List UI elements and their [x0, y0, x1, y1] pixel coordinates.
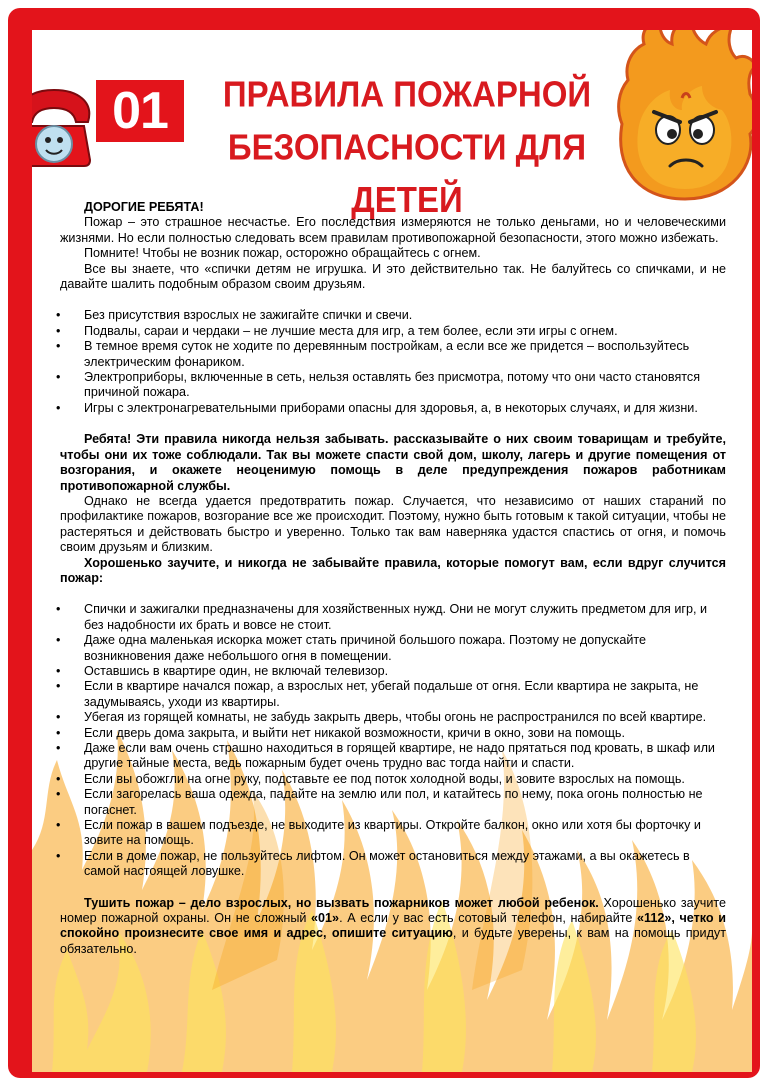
- poster-inner: [32, 30, 752, 1072]
- list-item: • Подвалы, сараи и чердаки – не лучшие места для игр, а тем более, если эти игры с огнем.: [56, 323, 618, 338]
- poster-frame: [8, 8, 760, 1078]
- remember-paragraph: Хорошенько заучите, и никогда не забывайте правила, которые помогут вам, если вдруг случится пожар:: [60, 555, 726, 585]
- list-item: • Даже если вам очень страшно находиться в горящей квартире, не надо прятаться под кровать, в шкаф или другие тайные места, ведь пожарным будет очень трудно вас тогда найти и спасти.: [56, 741, 715, 771]
- bullet: •: [56, 633, 61, 648]
- final-paragraph: Тушить пожар – дело взрослых, но вызвать пожарников может любой ребенок. Хорошенько заучите номер пожарной охраны. Он не сложный «01». А если у вас есть сотовый телефон, набирайте «112», четко и спокойно произнесите свое имя и адрес, опишите ситуацию, и будьте уверены, к вам на помощь придут обязательно.: [60, 895, 726, 956]
- bullet: •: [56, 710, 61, 725]
- bullet: •: [56, 602, 61, 617]
- telephone-mascot-icon: [32, 82, 98, 170]
- warning-paragraph: Ребята! Эти правила никогда нельзя забывать. рассказывайте о них своим товарищам и требуйте, чтобы они их тоже соблюдали. Так вы можете спасти свой дом, школу, лагерь и другие помещения от возгорания, и окажете неоценимую помощь в деле предупреждения пожаров работникам противопожарной службы.: [60, 432, 726, 493]
- bullet: •: [56, 818, 61, 833]
- bullet: •: [56, 679, 61, 694]
- title-line-1: ПРАВИЛА ПОЖАРНОЙ: [222, 73, 592, 115]
- list-item: • Если в доме пожар, не пользуйтесь лифтом. Он может остановиться между этажами, а вы окажетесь в самой настоящей ловушке.: [56, 848, 690, 879]
- bullet: •: [56, 725, 61, 740]
- list-item: • Если вы обожгли на огне руку, подставьте ее под поток холодной воды, и зовите взрослых на помощь.: [56, 771, 685, 786]
- final-lead: Тушить пожар – дело взрослых, но вызвать пожарников может любой ребенок.: [84, 895, 599, 910]
- bullet: •: [56, 771, 61, 786]
- intro-paragraph-3: Все вы знаете, что «спички детям не игрушка. И это действительно так. Не балуйтесь со спичками, и не давайте шалить подобным образом своим друзьям.: [60, 261, 726, 292]
- emergency-number-badge: 01: [96, 80, 184, 142]
- list-item: • Если дверь дома закрыта, и выйти нет никакой возможности, кричи в окно, зови на помощь.: [56, 725, 625, 740]
- list-item: • Спички и зажигалки предназначены для хозяйственных нужд. Они не могут служить предметом для игр, и без надобности их брать и вовсе не стоит.: [56, 602, 708, 632]
- list-item: • Если пожар в вашем подъезде, не выходите из квартиры. Откройте балкон, окно или хотя бы форточку и зовите на помощь.: [56, 818, 701, 848]
- rules-list-1: [56, 308, 726, 416]
- rules-list-2: [56, 602, 726, 879]
- list-item: • В темное время суток не ходите по деревянным постройкам, а если все же придется – воспользуйтесь электрическим фонариком.: [56, 339, 690, 369]
- intro-paragraph-1: Пожар – это страшное несчастье. Его последствия измеряются не только деньгами, но и человеческими жизнями. Но если полностью следовать всем правилам противопожарной безопасности, этого можно избежать.: [60, 215, 726, 245]
- list-item: • Даже одна маленькая искорка может стать причиной большого пожара. Поэтому не допускайте возникновения даже небольшого огня в помещении.: [56, 633, 647, 663]
- list-item: • Электроприборы, включенные в сеть, нельзя оставлять без присмотра, потому что они часто становятся причиной пожара.: [56, 370, 701, 400]
- title-line-2: БЕЗОПАСНОСТИ ДЛЯ ДЕТЕЙ: [227, 126, 587, 220]
- list-item: • Без присутствия взрослых не зажигайте спички и свечи.: [56, 308, 413, 323]
- list-item: • Если в квартире начался пожар, а взрослых нет, убегай подальше от огня. Если квартира не закрыта, не задумываясь, уходи из квартиры.: [56, 679, 699, 709]
- bullet: •: [56, 370, 61, 385]
- bullet: •: [56, 308, 61, 323]
- angry-flame-mascot-icon: [610, 30, 752, 204]
- list-item: • Игры с электронагревательными приборами опасны для здоровья, а, в некоторых случаях, и для жизни.: [56, 400, 698, 415]
- intro-paragraph-2: Помните! Чтобы не возник пожар, осторожно обращайтесь с огнем.: [84, 246, 481, 261]
- fire-number: «01»: [311, 911, 340, 926]
- bullet: •: [56, 339, 61, 354]
- mobile-number: «112», четко и спокойно произнесите свое имя и адрес, опишите ситуацию: [60, 911, 726, 941]
- greeting: ДОРОГИЕ РЕБЯТА!: [84, 200, 204, 214]
- bullet: •: [56, 663, 61, 678]
- bullet: •: [56, 400, 61, 415]
- list-item: • Если загорелась ваша одежда, падайте на землю или пол, и катайтесь по нему, пока огонь полностью не погаснет.: [56, 787, 703, 817]
- header: [32, 30, 752, 220]
- bullet: •: [56, 741, 61, 755]
- middle-paragraph: Однако не всегда удается предотвратить пожар. Случается, что независимо от наших стараний по профилактике пожаров, возгорание все же происходит. Поэтому, нужно быть готовым к такой ситуации, чтобы не растеряться и действовать быстро и уверенно. Только так вам наверняка удастся спастись от огня, и помочь своим друзьям и близким.: [60, 493, 726, 555]
- bullet: •: [56, 787, 61, 802]
- list-item: • Оставшись в квартире один, не включай телевизор.: [56, 663, 389, 678]
- bullet: •: [56, 848, 61, 863]
- list-item: • Убегая из горящей комнаты, не забудь закрыть дверь, чтобы огонь не распространился по всей квартире.: [56, 710, 707, 725]
- bullet: •: [56, 323, 61, 338]
- content: [56, 200, 726, 957]
